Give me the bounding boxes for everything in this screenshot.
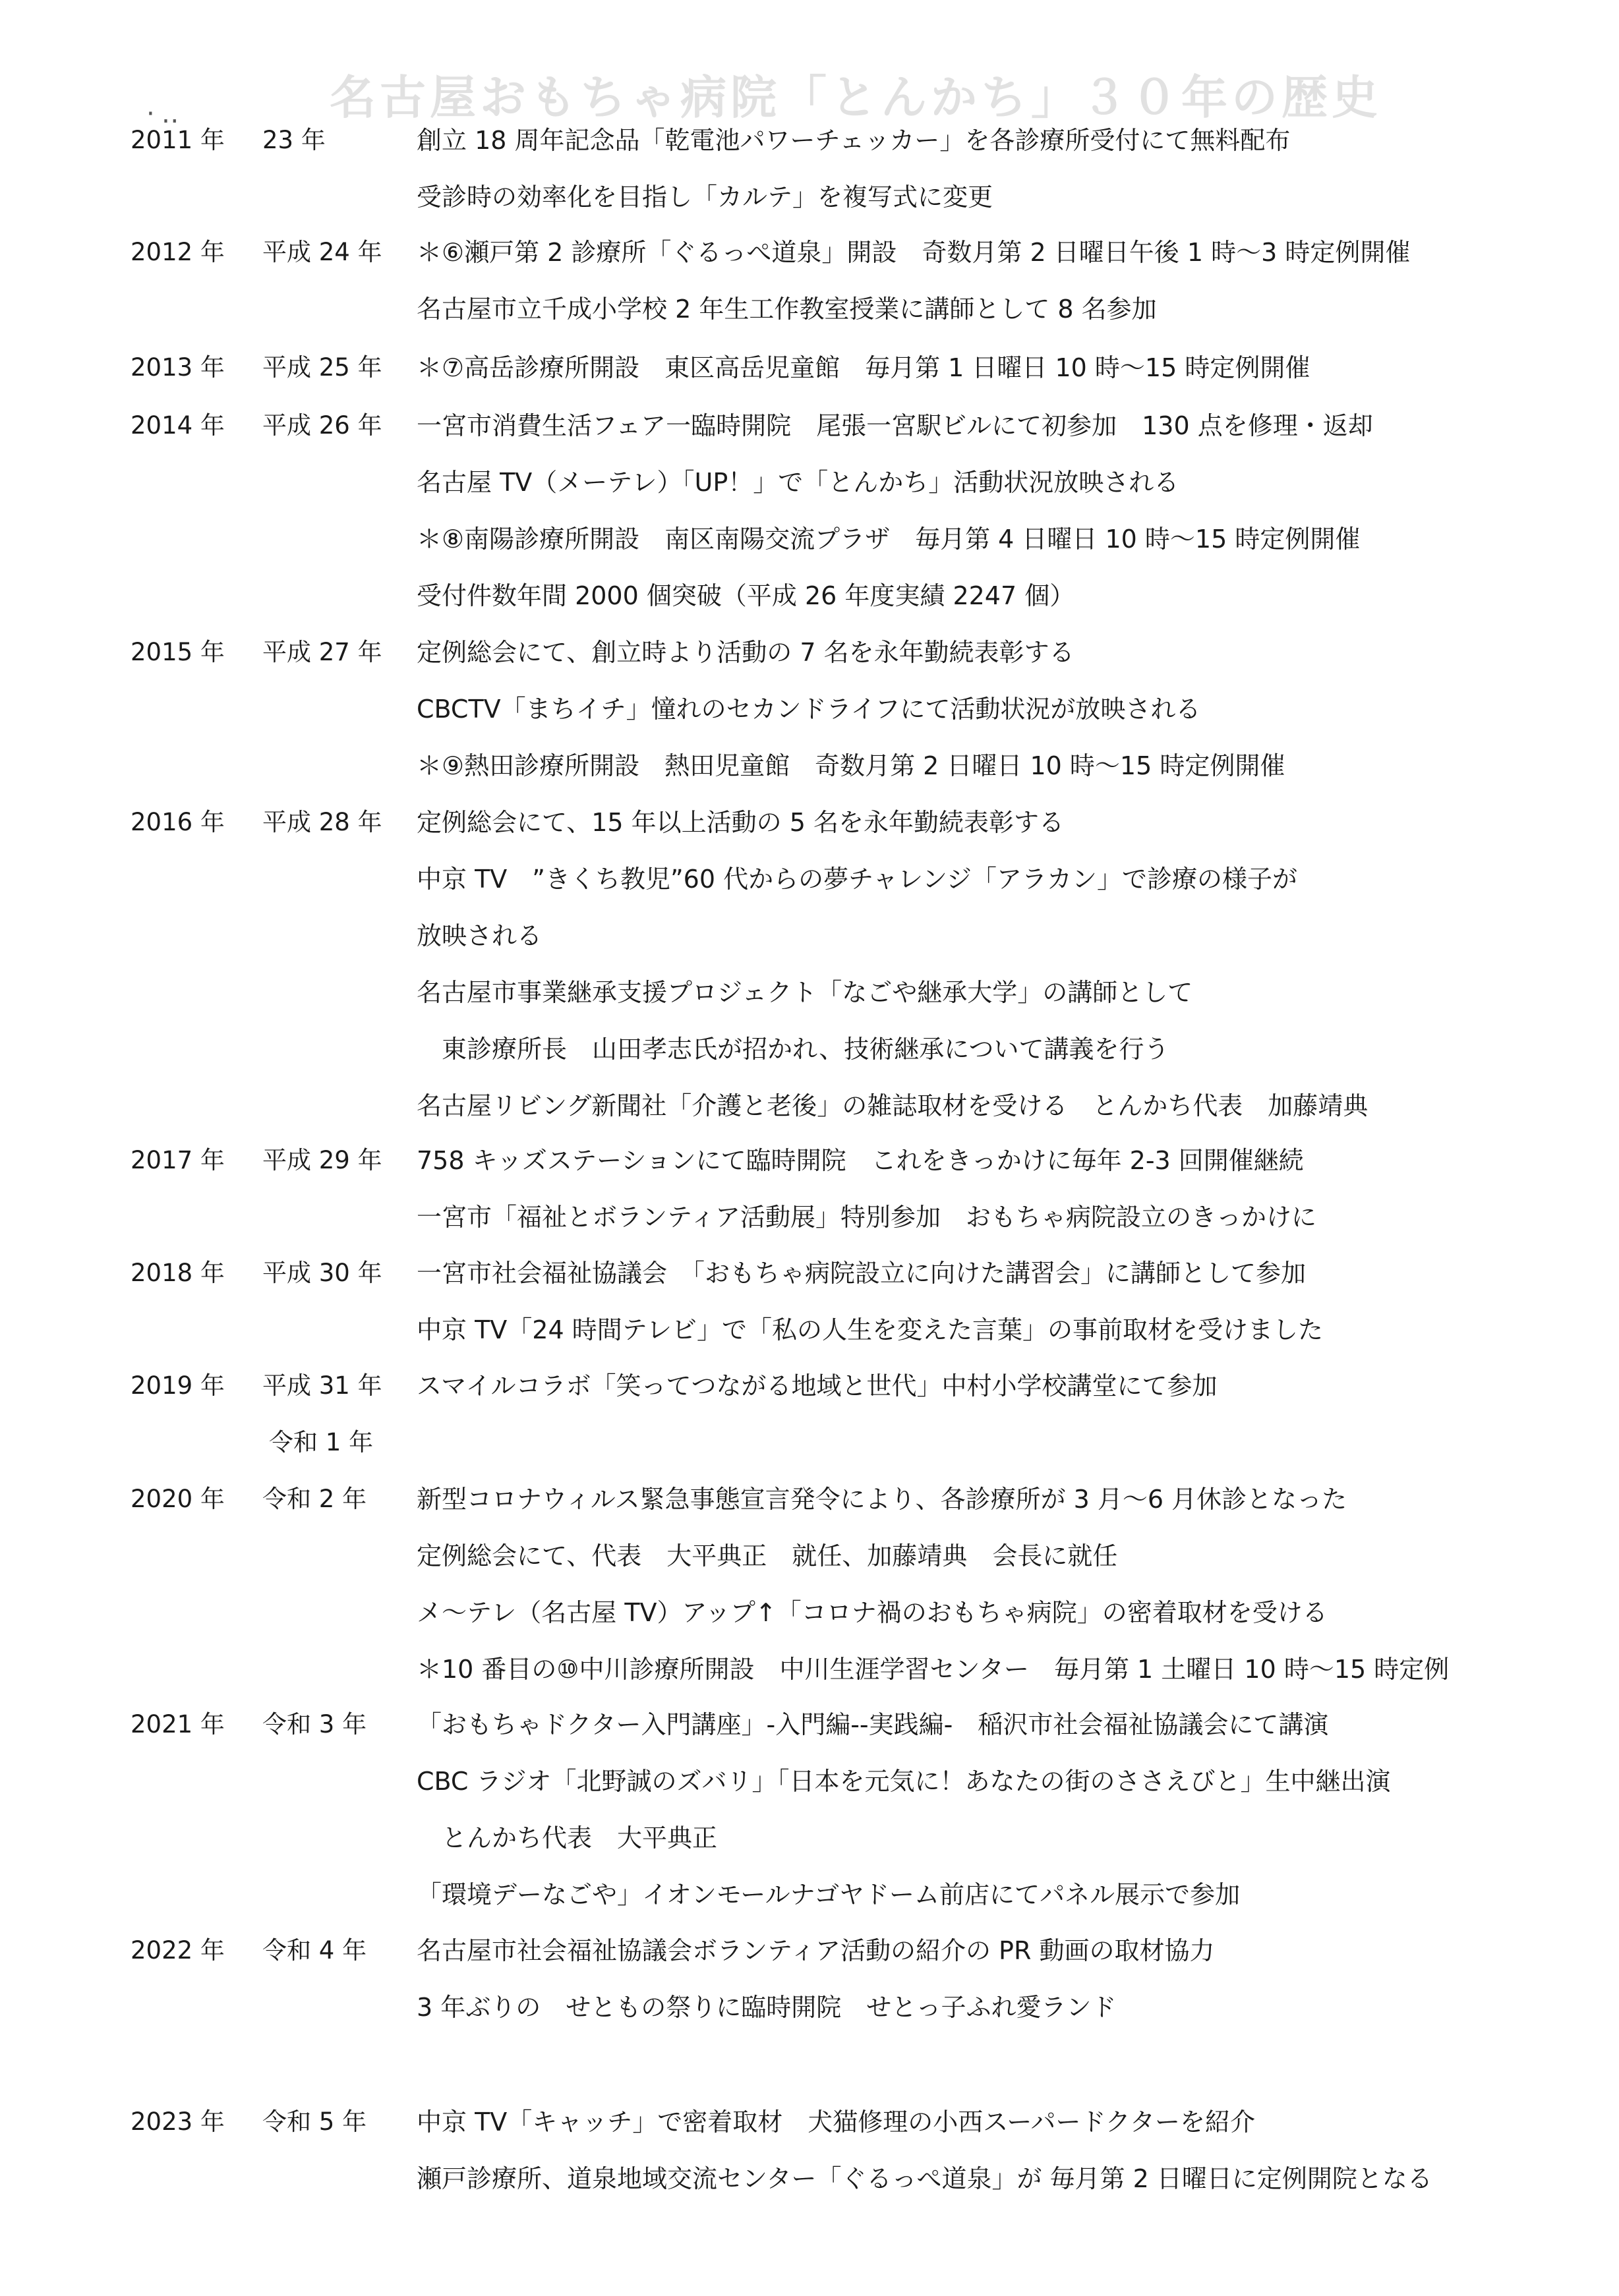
entry-year: 2017 年: [131, 1146, 225, 1174]
entry-era: [262, 224, 414, 281]
event-line: 中京 TV ”きくち教児”60 代からの夢チャレンジ「アラカン」で診療の様子が: [417, 865, 1298, 894]
scan-artifact-dots: ·‥: [146, 99, 186, 129]
entry-era: [262, 794, 414, 851]
event-line: CBC ラジオ「北野誠のズバリ」「日本を元気に！あなたの街のささえびと」生中継出演: [417, 1767, 1391, 1796]
entry-era: [262, 339, 414, 396]
entry-year: 2013 年: [131, 353, 225, 382]
entry-events: [417, 397, 1603, 624]
entry-events: [417, 1358, 1603, 1414]
event-line: スマイルコラボ「笑ってつながる地域と世代」中村小学校講堂にて参加: [417, 1371, 1218, 1400]
entry-year: 2022 年: [131, 1936, 225, 1965]
era-label: 令和 5 年: [262, 2108, 367, 2136]
event-line: ＊⑨熱田診療所開設 熱田児童館 奇数月第 2 日曜日 10 時～15 時定例開催: [417, 751, 1285, 780]
entry-events: [417, 2094, 1603, 2207]
event-line: 定例総会にて、代表 大平典正 就任、加藤靖典 会長に就任: [417, 1541, 1118, 1570]
era-label: 令和 4 年: [262, 1936, 367, 1965]
era-label: 平成 29 年: [262, 1146, 382, 1174]
event-line: 一宮市社会福祉協議会 「おもちゃ病院設立に向けた講習会」に講師として参加: [417, 1259, 1307, 1288]
era-label: 平成 27 年: [262, 638, 382, 666]
event-line: 創立 18 周年記念品「乾電池パワーチェッカー」を各診療所受付にて無料配布: [417, 126, 1291, 155]
entry-year: 2021 年: [131, 1710, 225, 1738]
event-line: 名古屋リビング新聞社「介護と老後」の雑誌取材を受ける とんかち代表 加藤靖典: [417, 1091, 1369, 1120]
event-line: 3 年ぶりの せともの祭りに臨時開院 せとっ子ふれ愛ランド: [417, 1993, 1117, 2022]
event-line: ＊⑧南陽診療所開設 南区南陽交流プラザ 毎月第 4 日曜日 10 時～15 時定例開催: [417, 525, 1361, 554]
entry-year: 2018 年: [131, 1259, 225, 1287]
entry-year: 2014 年: [131, 411, 225, 440]
event-line: CBCTV「まちイチ」憧れのセカンドライフにて活動状況が放映される: [417, 695, 1201, 724]
era-label: 平成 31 年: [262, 1371, 382, 1400]
entry-era: [262, 397, 414, 454]
event-line: 名古屋市事業継承支援プロジェクト「なごや継承大学」の講師として: [417, 978, 1193, 1007]
entry-year: 2019 年: [131, 1371, 225, 1400]
entry-year: 2020 年: [131, 1485, 225, 1513]
era-label: 平成 28 年: [262, 808, 382, 836]
event-line: 新型コロナウィルス緊急事態宣言発令により、各診療所が 3 月～6 月休診となった: [417, 1485, 1347, 1514]
event-line: 受付件数年間 2000 個突破（平成 26 年度実績 2247 個）: [417, 581, 1075, 610]
entry-events: [417, 112, 1603, 225]
entry-era: [262, 624, 414, 681]
event-line: ＊⑦高岳診療所開設 東区高岳児童館 毎月第 1 日曜日 10 時～15 時定例開催: [417, 353, 1310, 382]
event-line: 名古屋 TV（メーテレ）「UP！」で「とんかち」活動状況放映される: [417, 468, 1179, 497]
event-line: 放映される: [417, 921, 543, 950]
event-line: 名古屋市立千成小学校 2 年生工作教室授業に講師として 8 名参加: [417, 295, 1157, 324]
entry-events: [417, 1245, 1603, 1358]
event-line: メ～テレ（名古屋 TV）アップ↑「コロナ禍のおもちゃ病院」の密着取材を受ける: [417, 1598, 1328, 1627]
era-label: 平成 26 年: [262, 411, 382, 440]
entry-events: [417, 1696, 1603, 1923]
event-line: 「おもちゃドクター入門講座」-入門編--実践編- 稲沢市社会福祉協議会にて講演: [417, 1710, 1329, 1739]
entry-year: 2023 年: [131, 2108, 225, 2136]
entry-era: [262, 1696, 414, 1753]
event-line: 「環境デーなごや」イオンモールナゴヤドーム前店にてパネル展示で参加: [417, 1880, 1241, 1909]
bleed-through-title: 名古屋おもちゃ病院「とんかち」３０年の歴史: [330, 71, 1382, 125]
entry-era: [262, 2094, 414, 2150]
entry-era: [262, 1245, 414, 1302]
entry-year: 2012 年: [131, 238, 225, 266]
event-line: 瀬戸診療所、道泉地域交流センター「ぐるっぺ道泉」が 毎月第 2 日曜日に定例開院となる: [417, 2164, 1432, 2193]
event-line: 中京 TV「24 時間テレビ」で「私の人生を変えた言葉」の事前取材を受けました: [417, 1315, 1323, 1344]
event-line: 名古屋市社会福祉協議会ボランティア活動の紹介の PR 動画の取材協力: [417, 1936, 1215, 1965]
entry-events: [417, 1471, 1603, 1698]
era-label: 平成 30 年: [262, 1259, 382, 1287]
era-label: 令和 1 年: [269, 1428, 374, 1456]
entry-era: [262, 1922, 414, 1979]
event-line: 一宮市消費生活フェア一臨時開院 尾張一宮駅ビルにて初参加 130 点を修理・返却: [417, 411, 1373, 440]
event-line: ＊10 番目の⑩中川診療所開設 中川生涯学習センター 毎月第 1 土曜日 10 時～15 時定例: [417, 1655, 1450, 1684]
entry-year: 2015 年: [131, 638, 225, 666]
entry-events: [417, 224, 1603, 337]
era-label: 平成 25 年: [262, 353, 382, 382]
event-line: 東診療所長 山田孝志氏が招かれ、技術継承について講義を行う: [442, 1035, 1169, 1064]
era-label: 令和 3 年: [262, 1710, 367, 1738]
event-line: 一宮市「福祉とボランティア活動展」特別参加 おもちゃ病院設立のきっかけに: [417, 1203, 1316, 1232]
entry-events: [417, 1132, 1603, 1246]
era-label: 令和 2 年: [262, 1485, 367, 1513]
event-line: 定例総会にて、創立時より活動の 7 名を永年勤続表彰する: [417, 638, 1074, 667]
event-line: ＊⑥瀬戸第 2 診療所「ぐるっぺ道泉」開設 奇数月第 2 日曜日午後 1 時～3 時定例開催: [417, 238, 1411, 267]
entry-era: [262, 1132, 414, 1189]
entry-year: 2016 年: [131, 808, 225, 836]
entry-events: [417, 1922, 1603, 2036]
entry-events: [417, 624, 1603, 794]
entry-events: [417, 339, 1603, 396]
event-line: 中京 TV「キャッチ」で密着取材 犬猫修理の小西スーパードクターを紹介: [417, 2108, 1255, 2137]
entry-era: [262, 112, 414, 169]
event-line: 定例総会にて、15 年以上活動の 5 名を永年勤続表彰する: [417, 808, 1065, 837]
event-line: 758 キッズステーションにて臨時開院 これをきっかけに毎年 2-3 回開催継続: [417, 1146, 1304, 1175]
event-line: とんかち代表 大平典正: [442, 1823, 718, 1852]
era-label: 23 年: [262, 126, 326, 154]
era-label: 平成 24 年: [262, 238, 382, 266]
entry-year: 2011 年: [131, 126, 225, 154]
event-line: 受診時の効率化を目指し「カルテ」を複写式に変更: [417, 183, 993, 212]
entry-era: [262, 1471, 414, 1528]
entry-events: [417, 794, 1603, 1134]
entry-era: [262, 1358, 414, 1471]
